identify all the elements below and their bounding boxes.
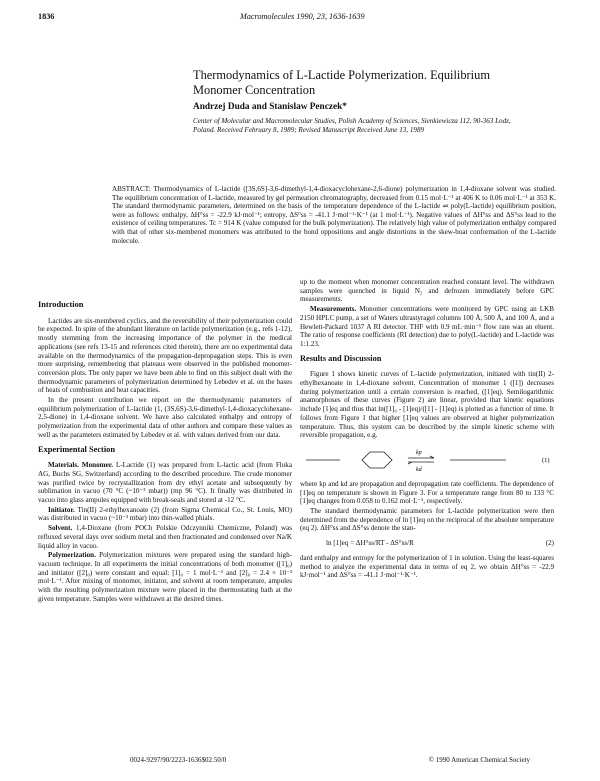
scheme-explanation: where kp and kd are propagation and depropagation rate coefficients. The dependence of [1]eq on temperature is shown in Figure 3. For a temperature range from 80 to 133 °C [1]eq changes from 0.058 to 0.162 mol·L⁻¹, respectively. — [300, 479, 554, 506]
scheme-equation-number: (1) — [542, 456, 550, 464]
intro-paragraph-2: In the present contribution we report on the thermodynamic parameters of equilibrium polymerization of L-lactide (1, (3S,6S)-3,6-dimethyl-1,4-dioxacyclohexane-2,5-dione) in 1,4-dioxane solvent. We have also calculated enthalpy and entropy of polymerization from the experimental data of other authors and compare these values as well as the parameters estimated by Lebedev et al. with values derived from our data. — [38, 396, 292, 439]
article-title: Thermodynamics of L-Lactide Polymerization. Equilibrium Monomer Concentration — [193, 68, 490, 97]
introduction-heading: Introduction — [38, 300, 84, 309]
measurements-lead: Measurements. — [310, 305, 357, 314]
equation-2-text: ln [1]eq = ΔH°ss/RT - ΔS°ss/R — [326, 539, 414, 548]
initiator-lead: Initiator. — [48, 505, 75, 514]
materials-text: L-Lactide (1) was prepared from L-lactic acid (from Fluka AG, Buchs SG, Switzerland) according to the described procedure. The crude monomer was purified twice by recrystallization from dry ethyl acetate and subsequently by sublimation in vacuo (70 °C (~10⁻³ mbar)) (mp 96 °C). It finally was distributed in vacuo into glass ampules equipped with break-seals and stored at -12 °C. — [38, 461, 292, 505]
journal-citation: Macromolecules 1990, 23, 1636-1639 — [240, 12, 365, 21]
materials-paragraph — [38, 461, 292, 505]
equation-2-number: (2) — [545, 539, 554, 548]
experimental-heading: Experimental Section — [38, 444, 115, 454]
scheme-kp-label: kp — [416, 449, 422, 456]
results-paragraph-3: The standard thermodynamic parameters for L-lactide polymerization were then determined from the dependence of ln [1]eq on the reciprocal of the absolute temperature (eq 2). ΔH°ss and ΔS°ss denote the stan- — [300, 507, 554, 533]
copyright: © 1990 American Chemical Society — [428, 756, 530, 764]
left-column — [38, 295, 292, 604]
scheme-kd-label: kd — [416, 466, 422, 473]
materials-lead: Materials. Monomer. — [48, 461, 113, 470]
intro-paragraph-1: Lactides are six-membered cyclics, and the reversibility of their polymerization could be expected. In spite of the abundant literature on lactide polymerization (e.g., refs 1-12), mostly stemming from the increasing importance of the polymer in the medical applications (see refs 13-15 and references cited therein), there are no experimental data available on the thermodynamics of the propagation-depropagation steps. This is even more surprising, remembering that plateaus were observed in the published monomer-conversion plots. The only paper we have been able to find on this subject dealt with the thermodynamic parameters of polymerization determined by Lebedev et al. on the bases of heats of combustion and heat capacities. — [38, 316, 292, 395]
measurements-text: Monomer concentrations were monitored by GPC using an LKB 2150 HPLC pump, a set of Waters ultrastyragel columns 100 Å, 500 Å, and 100 Å, and a Hewlett-Packard 1037 A RI detector. THF with 0.9 mL·min⁻¹ flow rate was an eluent. The ratio of response coefficients (RI detection) due to poly(L-lactide) and L-lactide was 1:1.23. — [300, 305, 554, 348]
page-number: 1836 — [38, 12, 55, 21]
page-footer — [130, 756, 530, 764]
author-list: Andrzej Duda and Stanislaw Penczek* — [193, 102, 347, 112]
measurements-paragraph — [300, 305, 554, 349]
reaction-scheme-drawing — [300, 446, 554, 474]
article-code: 0024-9297/90/2223-1636$02.50/0 — [130, 756, 227, 764]
equation-2 — [300, 539, 554, 548]
polymerization-text: Polymerization mixtures were prepared using the standard high-vacuum technique. In all experiments the initial concentrations of both monomer ([1]₀) and initiator ([2]₀) were constant and equal: [1]₀ = 1 mol·L⁻¹ and [2]₀ = 2.4 × 10⁻³ mol·L⁻¹. After mixing of monomer, initiator, and solvent at room temperature, ampules with the resulting polymerization mixture were placed in the thermostating bath at the given temperature. Samples were withdrawn at the desired times. — [38, 551, 292, 603]
abstract: ABSTRACT: Thermodynamics of L-lactide ([3S,6S]-3,6-dimethyl-1,4-dioxacyclohexane-2,6-dione) polymerization in 1,4-dioxane solvent was studied. The equilibrium concentration of L-lactide, measured by gel permeation chromatography, decreased from 0.15 mol·L⁻¹ at 406 K to 0.06 mol·L⁻¹ at 353 K. The standard thermodynamic parameters, determined on the basis of the temperature dependence of the L-lactide ⇌ poly(L-lactide) equilibrium position, were as follows: enthalpy, ΔH°ss = -22.9 kJ·mol⁻¹; entropy, ΔS°ss = -41.1 J·mol⁻¹·K⁻¹ (at 1 mol·L⁻¹). Negative values of ΔH°ss and ΔS°ss lead to the existence of ceiling temperatures. Tc = 914 K (value computed for the bulk polymerization). The relatively high value of polymerization enthalpy compared with that of other six-membered monomers was attributed to the bond oppositions and angle distortions in the skew-boat conformation of the L-lactide molecule. — [112, 185, 556, 245]
solvent-text: 1,4-Dioxane (from POCh Polskie Odczynniki Chemiczne, Poland) was refluxed several days over sodium metal and then fractionated and condensed over Na/K liquid alloy in vacuo. — [38, 524, 292, 550]
continued-paragraph: up to the moment when monomer concentration reached constant level. The withdrawn samples were quenched in liquid N₂ and defrozen immediately before GPC measurements. — [300, 278, 554, 304]
polymerization-lead: Polymerization. — [48, 551, 96, 560]
initiator-text: Tin(II) 2-ethylhexanoate (2) (from Sigma Chemical Co., St. Louis, MO) was distributed in vacuo (~10⁻³ mbar) into thin-walled phials. — [38, 505, 292, 523]
results-paragraph-4: dard enthalpy and entropy for the polymerization of 1 in solution. Using the least-squares method to analyze the experimental data in terms of eq 2, we obtain ΔH°ss = -22.9 kJ·mol⁻¹ and ΔS°ss = -41.1 J·mol⁻¹·K⁻¹. — [300, 553, 554, 580]
affiliation: Center of Molecular and Macromolecular Studies, Polish Academy of Sciences, Sienkiewicza 112, 90-363 Lodz, Poland. Received February 8, 1989; Revised Manuscript Received June 13, 1989 — [193, 117, 511, 134]
solvent-lead: Solvent. — [48, 524, 73, 533]
right-column — [300, 278, 554, 580]
results-paragraph-1: Figure 1 shows kinetic curves of L-lactide polymerization, initiated with tin(II) 2-ethylhexanoate in 1,4-dioxane solvent. Concentration of monomer 1 ([1]) decreases during polymerization until a certain conversion is reached, ([1]eq). Semilogarithmic anamorphoses of these curves (Figure 2) are linear, provided that kinetic equations include [1]eq and thus that ln([1]₀ - [1]eq)/([1] - [1]eq) is plotted as a function of time. It follows from Figure 1 that higher [1]eq values are observed at higher polymerization temperature. Thus, this system can be described by the simple kinetic scheme with reversible propagation, e.g. — [300, 370, 554, 440]
polymerization-paragraph — [38, 551, 292, 603]
initiator-paragraph — [38, 506, 292, 523]
reaction-scheme — [300, 446, 554, 474]
solvent-paragraph — [38, 524, 292, 550]
results-heading: Results and Discussion — [300, 353, 382, 363]
